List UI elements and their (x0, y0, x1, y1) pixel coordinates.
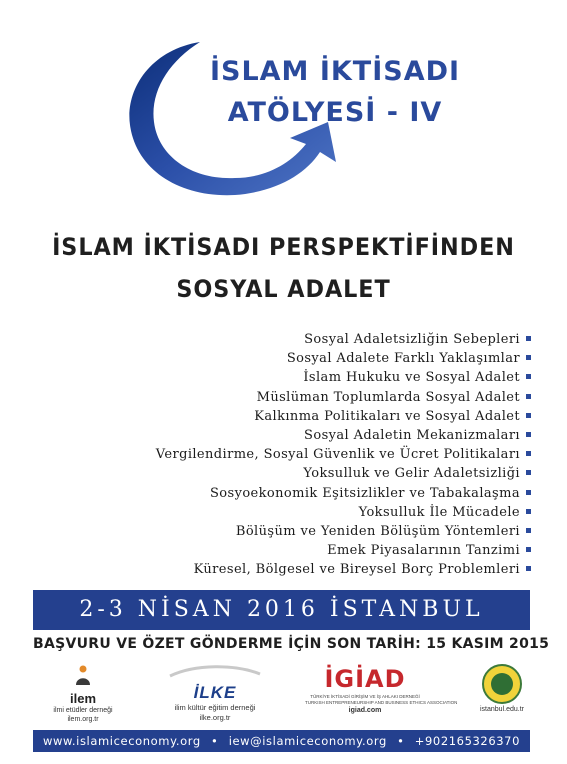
topics-list (156, 330, 531, 579)
topic-label: Sosyal Adaletsizliğin Sebepleri (304, 332, 520, 347)
ilem-subtitle: ilmi etüdler derneği (53, 707, 113, 714)
topic-item (156, 388, 531, 407)
ilke-subtitle: ilim kültür eğitim derneği (174, 703, 256, 712)
topic-label: Vergilendirme, Sosyal Güvenlik ve Ücret Politikaları (155, 447, 520, 463)
ilke-url: ilke.org.tr (199, 713, 231, 722)
website-link[interactable]: www.islamiceconomy.org (42, 734, 201, 748)
ilem-name: ilem (69, 691, 96, 706)
bullet-icon (526, 509, 531, 514)
topic-item (156, 426, 531, 445)
topic-label: Emek Piyasalarının Tanzimi (327, 543, 520, 559)
topic-label: Kalkınma Politikaları ve Sosyal Adalet (254, 408, 520, 424)
igiad-subtitle-en: TURKISH ENTREPRENEURSHIP AND BUSINESS ETHICS ASSOCIATION (305, 700, 458, 705)
topic-label: Sosyal Adaletin Mekanizmaları (304, 427, 520, 443)
topic-item (156, 349, 531, 368)
footer-separator: • (211, 734, 219, 748)
headline (20, 226, 547, 310)
deadline-text: BAŞVURU VE ÖZET GÖNDERME İÇİN SON TARİH: 15 KASIM 2015 (33, 636, 550, 652)
bullet-icon (526, 490, 531, 495)
bullet-icon (526, 374, 531, 379)
topic-item (156, 330, 531, 349)
contact-footer (33, 730, 530, 752)
bullet-icon (526, 528, 531, 533)
ilem-mark-icon (68, 664, 98, 686)
topic-label: Yoksulluk ve Gelir Adaletsizliği (303, 466, 520, 482)
bullet-icon (526, 566, 531, 571)
bullet-icon (526, 451, 531, 456)
ilke-name: İLKE (193, 683, 237, 702)
igiad-subtitle: TÜRKİYE İKTİSADİ GİRİŞİM VE İŞ AHLAKI DERNEĞİ (310, 694, 420, 699)
igiad-name: İGİAD (324, 665, 406, 693)
topic-item (156, 484, 531, 503)
topic-item (156, 503, 531, 522)
event-title-line2: ATÖLYESİ - IV (227, 96, 443, 128)
event-title (200, 52, 470, 133)
topic-item (156, 464, 531, 483)
university-seal-icon (482, 664, 522, 704)
istanbul-university-url: istanbul.edu.tr (480, 706, 524, 713)
headline-line2: SOSYAL ADALET (176, 275, 391, 303)
headline-line1: İSLAM İKTİSADI PERSPEKTİFİNDEN (52, 233, 515, 261)
bullet-icon (526, 355, 531, 360)
topic-label: Yoksulluk İle Mücadele (358, 504, 520, 520)
igiad-url: igiad.com (348, 707, 382, 714)
topic-item (156, 560, 531, 579)
topic-label: Küresel, Bölgesel ve Bireysel Borç Problemleri (193, 562, 520, 578)
topic-item (156, 368, 531, 387)
topic-label: Sosyoekonomik Eşitsizlikler ve Tabakalaşma (209, 485, 520, 501)
seal-center (491, 673, 513, 695)
istanbul-university-logo[interactable] (462, 664, 542, 716)
bullet-icon (526, 470, 531, 475)
topic-label: İslam Hukuku ve Sosyal Adalet (303, 370, 520, 386)
igiad-logo[interactable] (305, 664, 458, 715)
topic-item (156, 407, 531, 426)
topic-label: Sosyal Adalete Farklı Yaklaşımlar (286, 351, 520, 367)
topic-item (156, 541, 531, 560)
ilem-logo[interactable] (38, 664, 128, 724)
topic-item (156, 522, 531, 541)
ilem-url: ilem.org.tr (67, 716, 99, 723)
event-title-line1: İSLAM İKTİSADI (209, 56, 461, 87)
topic-label: Bölüşüm ve Yeniden Bölüşüm Yöntemleri (235, 523, 520, 539)
bullet-icon (526, 547, 531, 552)
date-banner: 2-3 NİSAN 2016 İSTANBUL (33, 590, 530, 630)
bullet-icon (526, 413, 531, 418)
ilke-swoosh-icon (165, 664, 265, 678)
bullet-icon (526, 432, 531, 437)
email-link[interactable]: iew@islamiceconomy.org (228, 734, 387, 748)
partner-logos (0, 664, 567, 724)
footer-separator: • (397, 734, 405, 748)
ilke-logo[interactable] (150, 664, 280, 723)
phone-number[interactable]: +902165326370 (414, 734, 521, 748)
bullet-icon (526, 394, 531, 399)
bullet-icon (526, 336, 531, 341)
topic-item (156, 445, 531, 464)
topic-label: Müslüman Toplumlarda Sosyal Adalet (256, 389, 520, 405)
